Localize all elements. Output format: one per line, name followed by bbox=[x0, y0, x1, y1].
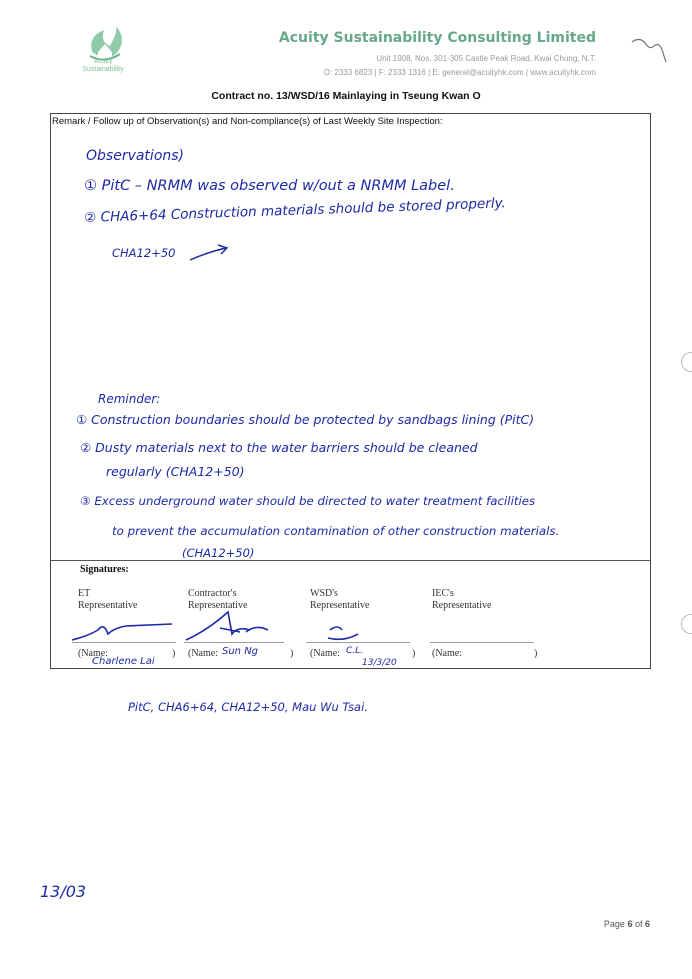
page-prefix: Page bbox=[603, 919, 628, 929]
iec-name-label: (Name: bbox=[432, 648, 462, 659]
contractor-name-handwritten: Sun Ng bbox=[222, 646, 259, 657]
signatures-title: Signatures: bbox=[80, 564, 129, 575]
reminder-heading: Reminder: bbox=[98, 392, 161, 406]
remark-title: Remark / Follow up of Observation(s) and Non-compliance(s) of Last Weekly Site Inspection: bbox=[52, 116, 443, 127]
company-contact: O: 2333 6823 | F: 2333 1316 | E: general@acuityhk.com | www.acuityhk.com bbox=[323, 68, 596, 77]
role-wsd-line2: Representative bbox=[310, 600, 370, 611]
role-contractor-line1: Contractor's bbox=[188, 588, 237, 599]
role-iec bbox=[432, 588, 491, 612]
corner-pen-mark-icon bbox=[630, 32, 670, 66]
role-iec-line2: Representative bbox=[432, 600, 492, 611]
wsd-sign-date: 13/3/20 bbox=[362, 658, 397, 668]
binder-hole-bottom bbox=[681, 614, 692, 634]
contractor-name-label: (Name: bbox=[188, 648, 218, 659]
reminder-2: ② Dusty materials next to the water barriers should be cleaned bbox=[80, 440, 478, 455]
page-number bbox=[604, 919, 650, 929]
contractor-signature-icon bbox=[180, 604, 276, 646]
wsd-name-label: (Name: bbox=[310, 648, 340, 659]
role-et-line2: Representative bbox=[78, 600, 138, 611]
reminder-3-cont: to prevent the accumulation contamination of other construction materials. bbox=[112, 524, 560, 538]
role-wsd-line1: WSD's bbox=[310, 588, 338, 599]
contractor-name-close: ) bbox=[290, 648, 294, 659]
logo-text: Acuity Sustainability bbox=[82, 58, 124, 73]
binder-hole-top bbox=[681, 352, 692, 372]
et-name-handwritten: Charlene Lai bbox=[92, 656, 155, 667]
arrow-icon bbox=[186, 242, 232, 264]
locations-annotation: PitC, CHA6+64, CHA12+50, Mau Wu Tsai. bbox=[128, 700, 368, 714]
observation-1: ① PitC – NRMM was observed w/out a NRMM Label. bbox=[84, 178, 455, 194]
iec-name-close: ) bbox=[534, 648, 538, 659]
page-of: of bbox=[632, 919, 645, 929]
contract-title: Contract no. 13/WSD/16 Mainlaying in Tseung Kwan O bbox=[211, 90, 481, 102]
et-name-label: (Name: bbox=[78, 648, 108, 659]
role-wsd bbox=[310, 588, 369, 612]
signature-divider bbox=[50, 560, 651, 561]
observations-heading: Observations) bbox=[86, 148, 185, 164]
company-name: Acuity Sustainability Consulting Limited bbox=[278, 30, 596, 46]
role-et-line1: ET bbox=[78, 588, 91, 599]
role-iec-line1: IEC's bbox=[432, 588, 454, 599]
corner-date-annotation: 13/03 bbox=[40, 882, 87, 901]
wsd-signature-icon bbox=[324, 622, 364, 644]
contractor-signature-line bbox=[184, 642, 284, 643]
iec-signature-line bbox=[430, 642, 534, 643]
wsd-signature-line bbox=[306, 642, 410, 643]
role-contractor-line2: Representative bbox=[188, 600, 248, 611]
page-current: 6 bbox=[627, 919, 633, 929]
observation-2: ② CHA6+64 Construction materials should be stored properly. bbox=[84, 195, 507, 226]
page-total: 6 bbox=[644, 919, 650, 929]
wsd-name-handwritten: C.L. bbox=[346, 646, 364, 656]
observation-2-chainage: CHA12+50 bbox=[112, 246, 176, 260]
inspection-form-box bbox=[50, 113, 651, 669]
role-et bbox=[78, 588, 137, 612]
et-name-close: ) bbox=[172, 648, 176, 659]
reminder-1: ① Construction boundaries should be protected by sandbags lining (PitC) bbox=[76, 412, 535, 427]
reminder-2-cont: regularly (CHA12+50) bbox=[106, 464, 245, 479]
et-signature-line bbox=[72, 642, 176, 643]
reminder-3: ③ Excess underground water should be directed to water treatment facilities bbox=[80, 494, 536, 508]
wsd-name-close: ) bbox=[412, 648, 416, 659]
reminder-3-chainage: (CHA12+50) bbox=[182, 546, 255, 560]
company-address: Unit 1908, Nos. 301-305 Castle Peak Road, Kwai Chung, N.T. bbox=[376, 54, 596, 63]
